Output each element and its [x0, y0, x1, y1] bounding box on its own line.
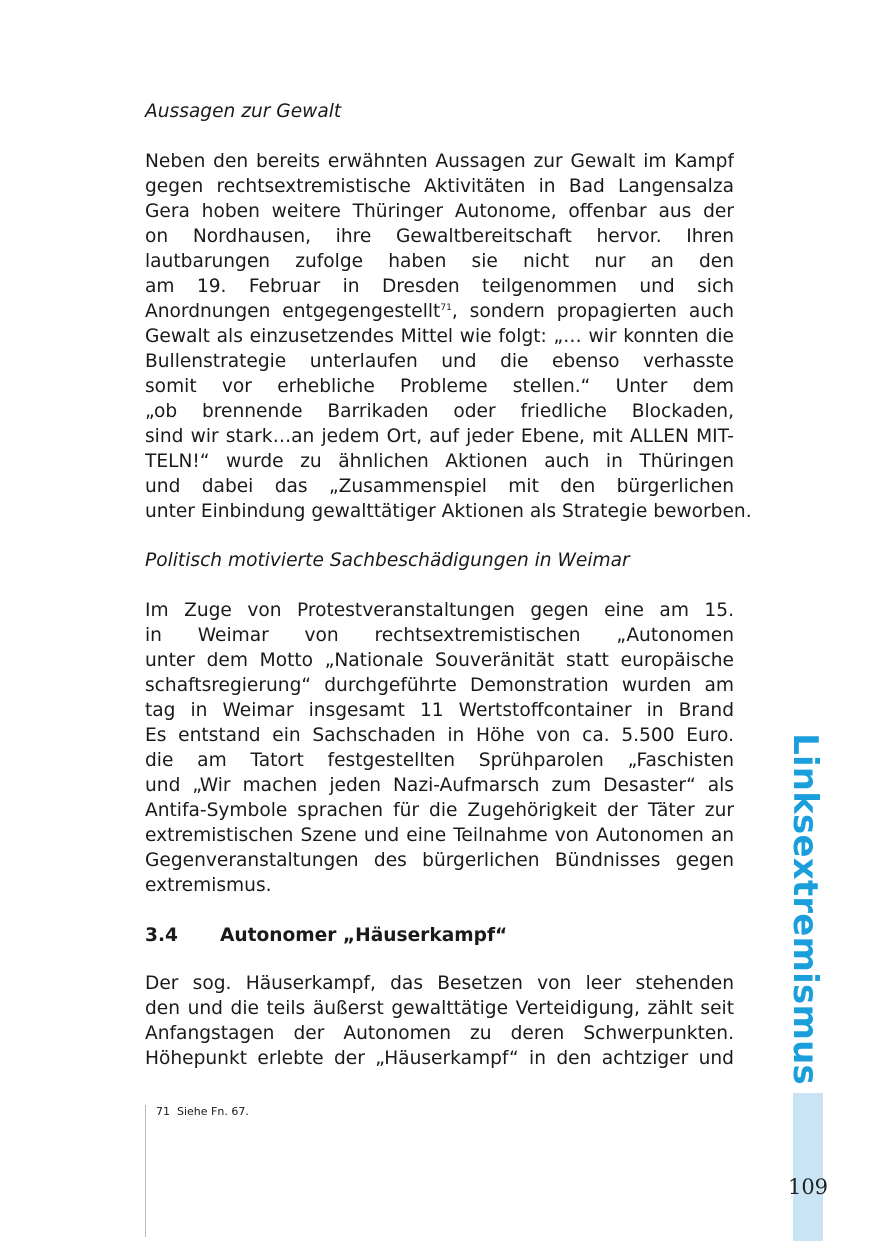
footnote-reference[interactable]: 71 [440, 303, 452, 313]
text-line: die am Tatort festgestellten Sprühparolen „Faschisten [145, 750, 734, 771]
text-line: Es entstand ein Sachschaden in Höhe von ca. 5.500 Euro. [145, 725, 734, 746]
text-line: gegen rechtsextremistische Aktivitäten in Bad Langensalza [145, 176, 734, 197]
text-fragment: , sondern propagierten auch [451, 301, 734, 322]
text-line: extremistischen Szene und eine Teilnahme von Autonomen an [145, 825, 734, 846]
footnote-number: 71 [156, 1105, 170, 1118]
text-line: Antifa-Symbole sprachen für die Zugehörigkeit der Täter zur [145, 800, 734, 821]
text-line: somit vor erhebliche Probleme stellen.“ Unter dem [145, 376, 734, 397]
text-line-last: unter Einbindung gewalttätiger Aktionen als Strategie beworben. [145, 501, 752, 522]
page-number: 109 [787, 1175, 829, 1199]
text-line: lautbarungen zufolge haben sie nicht nur an den [145, 251, 734, 272]
text-line: sind wir stark…an jedem Ort, auf jeder Ebene, mit ALLEN MIT- [145, 426, 734, 447]
text-line-with-footnote [145, 299, 734, 324]
text-line: den und die teils äußerst gewalttätige Verteidigung, zählt seit [145, 998, 734, 1019]
text-line: und „Wir machen jeden Nazi-Aufmarsch zum Desaster“ als [145, 775, 734, 796]
footnote-text: Siehe Fn. 67. [177, 1105, 249, 1118]
text-line: Höhepunkt erlebte der „Häuserkampf“ in den achtziger und [145, 1048, 734, 1069]
text-line: Anfangstagen der Autonomen zu deren Schwerpunkten. [145, 1023, 734, 1044]
section-heading-3-4 [145, 923, 734, 949]
text-line: „ob brennende Barrikaden oder friedliche Blockaden, [145, 401, 734, 422]
paragraph-haeuserkampf [145, 971, 734, 1071]
text-line: on Nordhausen, ihre Gewaltbereitschaft hervor. Ihren [145, 226, 734, 247]
text-line: am 19. Februar in Dresden teilgenommen und sich [145, 276, 734, 297]
chapter-side-label [780, 733, 830, 1085]
text-line: und dabei das „Zusammenspiel mit den bürgerlichen [145, 476, 734, 497]
text-line: Gera hoben weitere Thüringer Autonome, offenbar aus der [145, 201, 734, 222]
subheading-weimar: Politisch motivierte Sachbeschädigungen in Weimar [145, 550, 630, 571]
text-line: Gegenveranstaltungen des bürgerlichen Bündnisses gegen [145, 850, 734, 871]
text-line: schaftsregierung“ durchgeführte Demonstration wurden am [145, 675, 734, 696]
section-title: Autonomer „Häuserkampf“ [220, 925, 508, 946]
text-line: Der sog. Häuserkampf, das Besetzen von leer stehenden [145, 973, 734, 994]
text-line: in Weimar von rechtsextremistischen „Autonomen [145, 625, 734, 646]
chapter-tab [793, 1093, 823, 1241]
text-line: tag in Weimar insgesamt 11 Wertstoffcontainer in Brand [145, 700, 734, 721]
text-line: Gewalt als einzusetzendes Mittel wie folgt: „… wir konnten die [145, 326, 734, 347]
text-fragment: Anordnungen entgegengestellt [145, 301, 441, 322]
paragraph-weimar [145, 598, 734, 898]
subheading-aussagen: Aussagen zur Gewalt [145, 101, 342, 122]
text-line: Neben den bereits erwähnten Aussagen zur Gewalt im Kampf [145, 151, 734, 172]
chapter-side-label-text: Linksextremismus [785, 733, 825, 1085]
text-line-last: extremismus. [145, 875, 272, 896]
footnote-divider [145, 1105, 146, 1237]
text-line: Bullenstrategie unterlaufen und die ebenso verhasste [145, 351, 734, 372]
paragraph-aussagen [145, 149, 752, 524]
section-number: 3.4 [145, 925, 178, 946]
text-line: Im Zuge von Protestveranstaltungen gegen eine am 15. [145, 600, 734, 621]
text-line: TELN!“ wurde zu ähnlichen Aktionen auch in Thüringen [145, 451, 734, 472]
footnote [156, 1104, 249, 1120]
text-line: unter dem Motto „Nationale Souveränität statt europäische [145, 650, 734, 671]
